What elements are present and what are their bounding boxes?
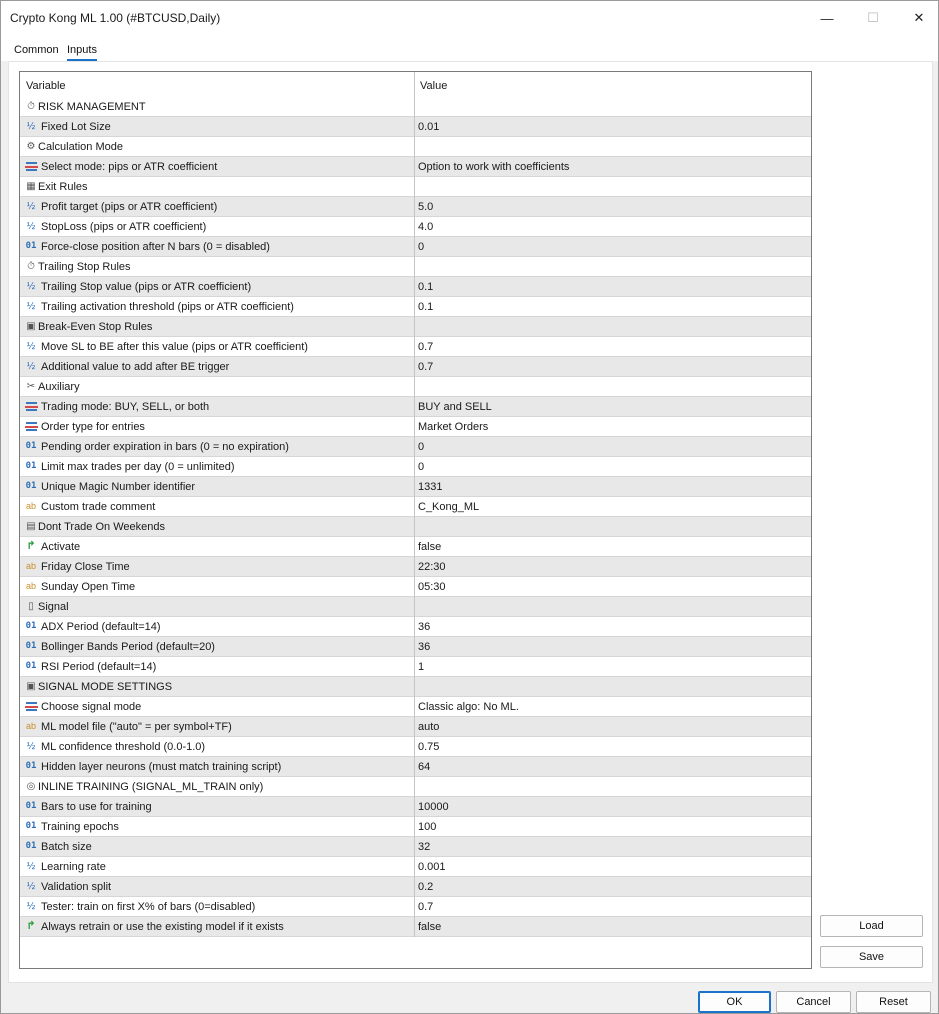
parameter-label: Validation split xyxy=(41,881,112,893)
fraction-icon: ½ xyxy=(26,341,36,352)
parameter-label: ML confidence threshold (0.0-1.0) xyxy=(41,741,206,753)
parameter-row[interactable] xyxy=(20,117,811,137)
parameter-label: Bollinger Bands Period (default=20) xyxy=(41,641,215,653)
fraction-icon: ½ xyxy=(26,281,36,292)
load-button[interactable]: Load xyxy=(820,915,923,937)
parameter-value[interactable]: Classic algo: No ML. xyxy=(418,701,519,713)
parameter-row[interactable] xyxy=(20,757,811,777)
parameter-value[interactable]: 0.2 xyxy=(418,881,434,893)
parameter-row[interactable] xyxy=(20,897,811,917)
parameter-label: Force-close position after N bars (0 = disabled) xyxy=(41,241,270,253)
parameter-value[interactable]: 32 xyxy=(418,841,431,853)
parameter-row[interactable] xyxy=(20,837,811,857)
parameter-label: Always retrain or use the existing model if it exists xyxy=(41,921,284,933)
enum-icon xyxy=(24,400,38,413)
parameter-label: RISK MANAGEMENT xyxy=(38,101,146,113)
group-row[interactable] xyxy=(20,257,811,277)
parameter-label: Training epochs xyxy=(41,821,119,833)
enum-icon xyxy=(24,160,38,173)
parameter-label: ML model file ("auto" = per symbol+TF) xyxy=(41,721,232,733)
parameter-label: Bars to use for training xyxy=(41,801,152,813)
parameter-label: Activate xyxy=(41,541,81,553)
group-row[interactable] xyxy=(20,597,811,617)
parameter-value[interactable]: 10000 xyxy=(418,801,449,813)
maximize-button: ☐ xyxy=(867,10,879,25)
parameter-label: Break-Even Stop Rules xyxy=(38,321,153,333)
group-row[interactable] xyxy=(20,677,811,697)
parameter-row[interactable] xyxy=(20,637,811,657)
fraction-icon: ½ xyxy=(26,741,36,752)
parameter-row[interactable] xyxy=(20,277,811,297)
parameter-label: Dont Trade On Weekends xyxy=(38,521,165,533)
parameter-row[interactable] xyxy=(20,497,811,517)
fraction-icon: ½ xyxy=(26,221,36,232)
parameter-row[interactable] xyxy=(20,657,811,677)
stopwatch-icon: ⏱ xyxy=(27,261,35,272)
parameter-value[interactable]: 0.7 xyxy=(418,361,434,373)
parameter-value[interactable]: 1331 xyxy=(418,481,443,493)
window-title: Crypto Kong ML 1.00 (#BTCUSD,Daily) xyxy=(10,11,221,25)
parameter-value[interactable]: Option to work with coefficients xyxy=(418,161,570,173)
column-divider[interactable] xyxy=(414,72,415,937)
integer-icon: 01 xyxy=(25,841,37,851)
parameter-label: Additional value to add after BE trigger xyxy=(41,361,230,373)
group-row[interactable] xyxy=(20,177,811,197)
parameter-value[interactable]: 0.1 xyxy=(418,281,434,293)
parameter-value[interactable]: false xyxy=(418,921,442,933)
parameter-value[interactable]: 0.7 xyxy=(418,901,434,913)
header-value[interactable]: Value xyxy=(420,80,448,92)
boolean-icon: ↱ xyxy=(26,920,36,932)
fraction-icon: ½ xyxy=(26,121,36,132)
inputs-grid xyxy=(19,71,812,969)
integer-icon: 01 xyxy=(25,461,37,471)
integer-icon: 01 xyxy=(25,761,37,771)
parameter-label: Calculation Mode xyxy=(38,141,123,153)
tools-icon: ✂ xyxy=(26,381,36,392)
parameter-label: Custom trade comment xyxy=(41,501,156,513)
parameter-value[interactable]: 0.75 xyxy=(418,741,440,753)
parameter-row[interactable] xyxy=(20,577,811,597)
integer-icon: 01 xyxy=(25,661,37,671)
parameter-label: StopLoss (pips or ATR coefficient) xyxy=(41,221,207,233)
parameter-label: Limit max trades per day (0 = unlimited) xyxy=(41,461,235,473)
parameter-value[interactable]: 0 xyxy=(418,441,425,453)
parameter-row[interactable] xyxy=(20,457,811,477)
reset-button[interactable]: Reset xyxy=(856,991,931,1013)
integer-icon: 01 xyxy=(25,441,37,451)
group-row[interactable] xyxy=(20,517,811,537)
parameter-label: Auxiliary xyxy=(38,381,80,393)
parameter-value[interactable]: 0 xyxy=(418,461,425,473)
integer-icon: 01 xyxy=(25,481,37,491)
parameter-label: Fixed Lot Size xyxy=(41,121,111,133)
parameter-row[interactable] xyxy=(20,857,811,877)
integer-icon: 01 xyxy=(25,821,37,831)
parameter-label: Choose signal mode xyxy=(41,701,142,713)
fraction-icon: ½ xyxy=(26,901,36,912)
parameter-row[interactable] xyxy=(20,477,811,497)
grid-rows xyxy=(20,97,811,937)
group-row[interactable] xyxy=(20,137,811,157)
settings-box-icon: ▣ xyxy=(26,681,36,692)
parameter-row[interactable] xyxy=(20,537,811,557)
parameter-label: RSI Period (default=14) xyxy=(41,661,157,673)
parameter-value[interactable]: 36 xyxy=(418,621,431,633)
string-icon: ab xyxy=(25,721,36,731)
signal-icon: ▯ xyxy=(28,601,34,612)
integer-icon: 01 xyxy=(25,621,37,631)
tab-inputs[interactable]: Inputs xyxy=(67,44,97,56)
parameter-value[interactable]: 5.0 xyxy=(418,201,434,213)
parameter-row[interactable] xyxy=(20,217,811,237)
parameter-row[interactable] xyxy=(20,737,811,757)
fraction-icon: ½ xyxy=(26,861,36,872)
parameter-row[interactable] xyxy=(20,617,811,637)
group-row[interactable] xyxy=(20,317,811,337)
integer-icon: 01 xyxy=(25,801,37,811)
close-button[interactable]: ✕ xyxy=(913,10,925,25)
group-row[interactable] xyxy=(20,777,811,797)
parameter-label: Sunday Open Time xyxy=(41,581,136,593)
title-bar xyxy=(1,1,938,35)
parameter-row[interactable] xyxy=(20,917,811,937)
parameter-row[interactable] xyxy=(20,197,811,217)
parameter-row[interactable] xyxy=(20,797,811,817)
gear-icon: ⚙ xyxy=(26,141,36,152)
parameter-label: INLINE TRAINING (SIGNAL_ML_TRAIN only) xyxy=(38,781,264,793)
parameter-label: Unique Magic Number identifier xyxy=(41,481,196,493)
parameter-value[interactable]: 1 xyxy=(418,661,425,673)
parameter-row[interactable] xyxy=(20,557,811,577)
parameter-value[interactable]: false xyxy=(418,541,442,553)
parameter-row[interactable] xyxy=(20,357,811,377)
calendar-icon: ▤ xyxy=(26,521,36,532)
tab-bar xyxy=(1,35,938,61)
parameter-label: Trailing activation threshold (pips or ATR coefficient) xyxy=(41,301,294,313)
parameter-label: Pending order expiration in bars (0 = no expiration) xyxy=(41,441,289,453)
parameter-row[interactable] xyxy=(20,437,811,457)
parameter-label: Tester: train on first X% of bars (0=disabled) xyxy=(41,901,256,913)
parameter-label: Trading mode: BUY, SELL, or both xyxy=(41,401,210,413)
box-icon: ▣ xyxy=(26,321,36,332)
parameter-row[interactable] xyxy=(20,697,811,717)
fraction-icon: ½ xyxy=(26,301,36,312)
parameter-label: Trailing Stop value (pips or ATR coefficient) xyxy=(41,281,252,293)
parameter-value[interactable]: 64 xyxy=(418,761,431,773)
chart-icon: ▦ xyxy=(26,181,36,192)
parameter-row[interactable] xyxy=(20,717,811,737)
parameter-value[interactable]: C_Kong_ML xyxy=(418,501,480,513)
stopwatch-icon: ⏱ xyxy=(27,101,35,112)
parameter-value[interactable]: BUY and SELL xyxy=(418,401,492,413)
parameter-label: SIGNAL MODE SETTINGS xyxy=(38,681,173,693)
parameter-label: Order type for entries xyxy=(41,421,145,433)
fraction-icon: ½ xyxy=(26,881,36,892)
cancel-button[interactable]: Cancel xyxy=(776,991,851,1013)
parameter-label: Select mode: pips or ATR coefficient xyxy=(41,161,218,173)
fraction-icon: ½ xyxy=(26,201,36,212)
parameter-label: Batch size xyxy=(41,841,92,853)
parameter-label: Profit target (pips or ATR coefficient) xyxy=(41,201,218,213)
save-button[interactable]: Save xyxy=(820,946,923,968)
parameter-row[interactable] xyxy=(20,397,811,417)
parameter-row[interactable] xyxy=(20,337,811,357)
parameter-value[interactable]: 05:30 xyxy=(418,581,446,593)
header-variable[interactable]: Variable xyxy=(26,80,66,92)
parameter-label: Trailing Stop Rules xyxy=(38,261,131,273)
parameter-row[interactable] xyxy=(20,297,811,317)
enum-icon xyxy=(24,420,38,433)
parameter-value[interactable]: 36 xyxy=(418,641,431,653)
parameter-value[interactable]: 100 xyxy=(418,821,437,833)
parameter-row[interactable] xyxy=(20,237,811,257)
parameter-value[interactable]: 0.001 xyxy=(418,861,446,873)
parameter-label: Exit Rules xyxy=(38,181,88,193)
tab-common[interactable]: Common xyxy=(14,44,59,56)
parameter-label: Move SL to BE after this value (pips or ATR coefficient) xyxy=(41,341,308,353)
parameter-row[interactable] xyxy=(20,157,811,177)
group-row[interactable] xyxy=(20,97,811,117)
parameter-value[interactable]: 0.1 xyxy=(418,301,434,313)
parameter-value[interactable]: 0 xyxy=(418,241,425,253)
enum-icon xyxy=(24,700,38,713)
parameter-label: Signal xyxy=(38,601,69,613)
string-icon: ab xyxy=(25,581,36,591)
boolean-icon: ↱ xyxy=(26,540,36,552)
parameter-label: Learning rate xyxy=(41,861,106,873)
parameter-row[interactable] xyxy=(20,877,811,897)
group-row[interactable] xyxy=(20,377,811,397)
grid-header xyxy=(20,72,811,98)
parameter-row[interactable] xyxy=(20,817,811,837)
parameter-value[interactable]: 0.7 xyxy=(418,341,434,353)
parameter-label: ADX Period (default=14) xyxy=(41,621,161,633)
parameter-value[interactable]: Market Orders xyxy=(418,421,489,433)
parameter-value[interactable]: 4.0 xyxy=(418,221,434,233)
minimize-button[interactable]: — xyxy=(820,10,834,26)
ok-button[interactable]: OK xyxy=(698,991,771,1013)
parameter-label: Friday Close Time xyxy=(41,561,130,573)
integer-icon: 01 xyxy=(25,241,37,251)
parameter-label: Hidden layer neurons (must match training script) xyxy=(41,761,282,773)
training-icon: ◎ xyxy=(26,781,36,792)
string-icon: ab xyxy=(25,501,36,511)
parameter-value[interactable]: 22:30 xyxy=(418,561,446,573)
fraction-icon: ½ xyxy=(26,361,36,372)
parameter-value[interactable]: 0.01 xyxy=(418,121,440,133)
parameter-value[interactable]: auto xyxy=(418,721,440,733)
parameter-row[interactable] xyxy=(20,417,811,437)
string-icon: ab xyxy=(25,561,36,571)
integer-icon: 01 xyxy=(25,641,37,651)
